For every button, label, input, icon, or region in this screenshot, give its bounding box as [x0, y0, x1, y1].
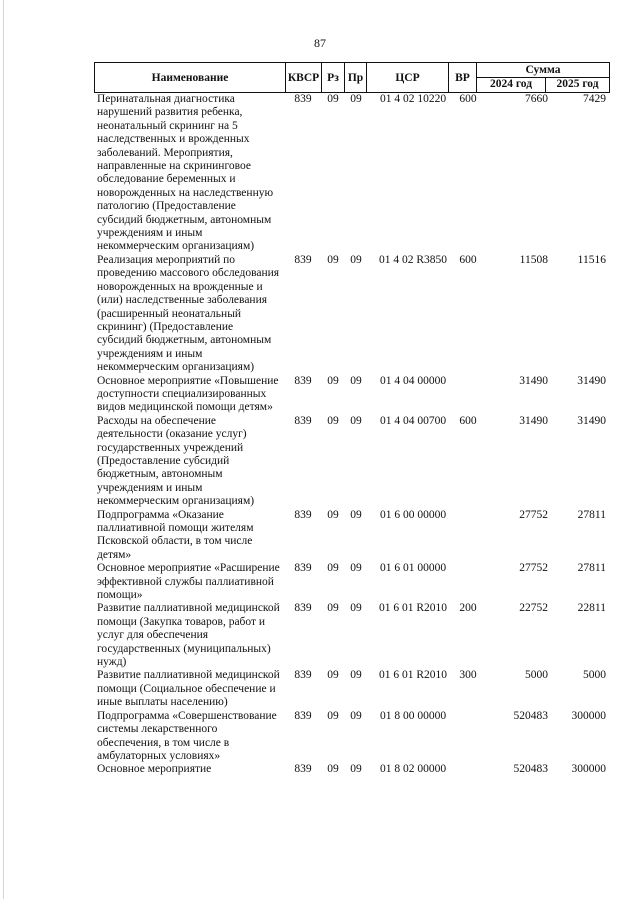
- row-csr: 01 4 04 00000: [379, 374, 447, 387]
- row-rz: 09: [327, 414, 339, 427]
- row-sum-2024: 11508: [519, 253, 548, 266]
- header-year-2024: 2024 год: [489, 78, 533, 90]
- row-sum-2025: 27811: [577, 508, 606, 521]
- row-rz: 09: [327, 93, 339, 105]
- row-kvsr: 839: [294, 602, 312, 615]
- table-row: [0, 375, 640, 415]
- row-csr: 01 6 00 00000: [379, 508, 447, 521]
- row-name: Развитие паллиативной медицинской помощи (Закупка товаров, работ и услуг для обеспечения государственных (муниципальных) нужд): [97, 602, 280, 669]
- row-pr: 09: [350, 374, 362, 387]
- row-csr: 01 6 01 R2010: [378, 669, 448, 682]
- row-vr: 300: [459, 669, 477, 682]
- row-vr: 600: [459, 414, 477, 427]
- row-rz: 09: [327, 253, 339, 266]
- row-sum-2025: 300000: [571, 763, 606, 776]
- table-row: [0, 669, 640, 709]
- header-kvsr: КВСР: [285, 63, 321, 92]
- row-rz: 09: [327, 763, 339, 776]
- row-vr: 200: [459, 602, 477, 615]
- table-row: [0, 562, 640, 602]
- row-sum-2024: 31490: [519, 414, 548, 427]
- row-name: Перинатальная диагностика нарушений развития ребенка, неонатальный скрининг на 5 наследственных и врожденных заболеваний. Мероприятия, направленные на скрининговое обследование беременных и новорожденных на наследственную патологию (Предоставление субсидий бюджетным, автономным учреждениям и иным некоммерческим организациям): [97, 93, 274, 253]
- row-sum-2025: 22811: [577, 602, 606, 615]
- row-csr: 01 8 02 00000: [379, 763, 447, 776]
- row-pr: 09: [350, 93, 362, 105]
- row-rz: 09: [327, 508, 339, 521]
- row-sum-2024: 22752: [519, 602, 548, 615]
- row-name: Расходы на обеспечение деятельности (оказание услуг) государственных учреждений (Предоставление субсидий бюджетным, автономным учреждениям и иным некоммерческим организациям): [97, 414, 255, 508]
- row-csr: 01 6 01 00000: [379, 562, 447, 575]
- table-row: [0, 763, 640, 776]
- row-rz: 09: [327, 602, 339, 615]
- row-csr: 01 8 00 00000: [379, 709, 447, 722]
- header-sum: Сумма: [477, 63, 609, 78]
- row-name: Подпрограмма «Совершенствование системы лекарственного обеспечения, в том числе в амбулаторных условиях»: [97, 709, 277, 762]
- row-csr: 01 4 02 10220: [379, 93, 447, 105]
- row-pr: 09: [350, 669, 362, 682]
- row-name: Основное мероприятие «Расширение эффективной службы паллиативной помощи»: [97, 562, 280, 602]
- row-pr: 09: [350, 508, 362, 521]
- header-csr: ЦСР: [366, 63, 448, 92]
- row-kvsr: 839: [294, 508, 312, 521]
- row-sum-2024: 7660: [525, 93, 548, 105]
- row-csr: 01 4 04 00700: [379, 414, 447, 427]
- row-sum-2024: 27752: [519, 508, 548, 521]
- row-rz: 09: [327, 669, 339, 682]
- table-row: [0, 602, 640, 669]
- row-pr: 09: [350, 763, 362, 776]
- row-name: Подпрограмма «Оказание паллиативной помощи жителям Псковской области, в том числе детям»: [97, 508, 254, 561]
- row-name: Основное мероприятие «Повышение доступности специализированных видов медицинской помощи детям»: [97, 374, 279, 414]
- row-sum-2024: 520483: [513, 763, 548, 776]
- row-pr: 09: [350, 562, 362, 575]
- table-row: [0, 415, 640, 509]
- row-kvsr: 839: [294, 669, 312, 682]
- row-csr: 01 6 01 R2010: [378, 602, 448, 615]
- row-sum-2025: 31490: [577, 374, 606, 387]
- row-pr: 09: [350, 414, 362, 427]
- row-pr: 09: [350, 709, 362, 722]
- row-rz: 09: [327, 709, 339, 722]
- row-rz: 09: [327, 562, 339, 575]
- header-rz: Рз: [321, 63, 344, 92]
- header-vr: ВР: [448, 63, 476, 92]
- row-sum-2024: 31490: [519, 374, 548, 387]
- row-kvsr: 839: [294, 709, 312, 722]
- header-name: Наименование: [94, 63, 285, 92]
- row-pr: 09: [350, 602, 362, 615]
- row-kvsr: 839: [294, 374, 312, 387]
- row-sum-2025: 27811: [577, 562, 606, 575]
- table-row: [0, 509, 640, 563]
- row-name: Реализация мероприятий по проведению массового обследования новорожденных на врожденные и (или) наследственные заболевания (расширенный неонатальный скрининг) (Предоставление субсидий бюджетным, автономным учреждениям и иным некоммерческим организациям): [97, 253, 280, 374]
- table-header: [94, 62, 610, 93]
- page-number: 87: [314, 36, 326, 50]
- row-sum-2024: 5000: [525, 669, 548, 682]
- row-kvsr: 839: [294, 414, 312, 427]
- row-sum-2025: 7429: [583, 93, 606, 105]
- row-sum-2024: 520483: [513, 709, 548, 722]
- table-body: [0, 93, 640, 777]
- header-year-2025: 2025 год: [545, 78, 609, 92]
- row-kvsr: 839: [294, 562, 312, 575]
- table-row: [0, 710, 640, 764]
- row-kvsr: 839: [294, 763, 312, 776]
- row-sum-2025: 11516: [577, 253, 606, 266]
- row-sum-2024: 27752: [519, 562, 548, 575]
- header-pr: Пр: [344, 63, 366, 92]
- row-vr: 600: [459, 93, 477, 105]
- row-name: Развитие паллиативной медицинской помощи (Социальное обеспечение и иные выплаты населению): [97, 669, 280, 709]
- row-sum-2025: 31490: [577, 414, 606, 427]
- row-name: Основное мероприятие: [97, 763, 212, 776]
- row-vr: 600: [459, 253, 477, 266]
- row-kvsr: 839: [294, 253, 312, 266]
- row-csr: 01 4 02 R3850: [378, 253, 448, 266]
- table-row: [0, 93, 640, 254]
- row-kvsr: 839: [294, 93, 312, 105]
- row-sum-2025: 300000: [571, 709, 606, 722]
- header-sum-group: [476, 63, 610, 92]
- table-row: [0, 254, 640, 375]
- row-rz: 09: [327, 374, 339, 387]
- row-sum-2025: 5000: [583, 669, 606, 682]
- row-pr: 09: [350, 253, 362, 266]
